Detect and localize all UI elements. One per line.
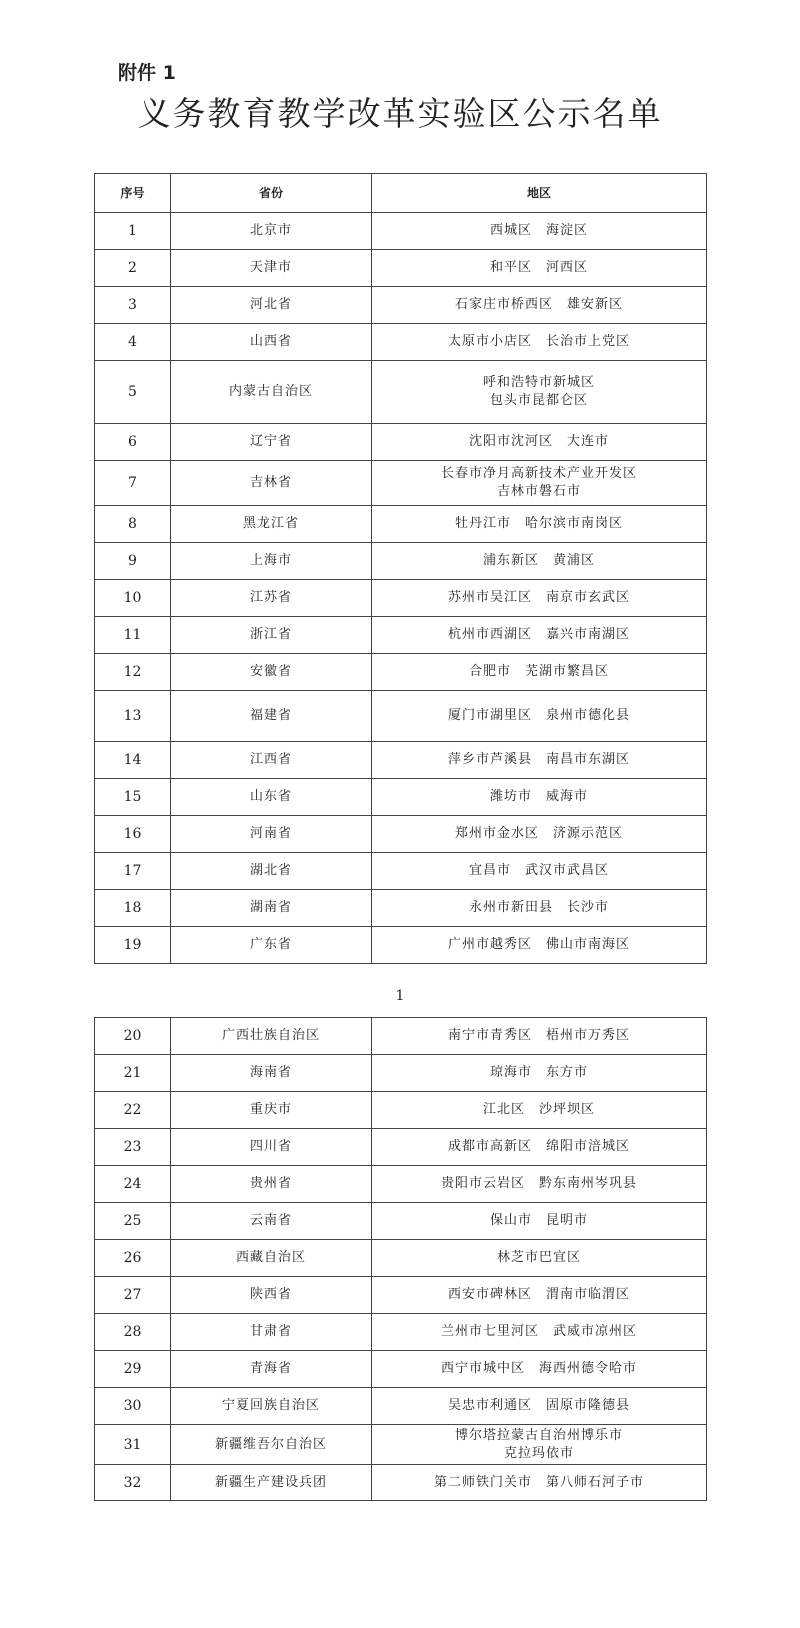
region-cell [372,424,707,461]
row-number: 3 [95,287,171,324]
region-cell [372,1425,707,1465]
region-cell [372,506,707,543]
header-region: 地区 [372,174,707,213]
table-row [95,654,707,691]
table-row [95,250,707,287]
province-cell: 浙江省 [171,617,372,654]
row-number: 2 [95,250,171,287]
table-row [95,1055,707,1092]
province-cell: 辽宁省 [171,424,372,461]
table-row [95,617,707,654]
region-line: 西城区 海淀区 [489,223,588,238]
region-cell [372,1465,707,1501]
region-line: 呼和浩特市新城区 [482,375,595,390]
region-line: 沈阳市沈河区 大连市 [468,434,609,449]
row-number: 24 [95,1166,171,1203]
table-row [95,890,707,927]
region-cell [372,213,707,250]
row-number: 4 [95,324,171,361]
region-line: 琼海市 东方市 [489,1065,588,1080]
province-cell: 宁夏回族自治区 [171,1388,372,1425]
table-header-row [95,174,707,213]
region-cell [372,1240,707,1277]
region-cell [372,1092,707,1129]
province-cell: 新疆生产建设兵团 [171,1465,372,1501]
row-number: 20 [95,1018,171,1055]
table-row [95,506,707,543]
row-number: 11 [95,617,171,654]
province-cell: 安徽省 [171,654,372,691]
table-row [95,324,707,361]
region-line: 林芝市巴宜区 [496,1250,581,1265]
row-number: 29 [95,1351,171,1388]
province-cell: 上海市 [171,543,372,580]
province-cell: 广东省 [171,927,372,964]
row-number: 8 [95,506,171,543]
province-cell: 福建省 [171,691,372,742]
region-cell [372,324,707,361]
region-line: 太原市小店区 长治市上党区 [447,334,630,349]
province-cell: 河南省 [171,816,372,853]
table-row [95,213,707,250]
table-row [95,1092,707,1129]
table-row [95,361,707,424]
row-number: 32 [95,1465,171,1501]
region-line: 吴忠市利通区 固原市隆德县 [447,1398,630,1413]
province-cell: 云南省 [171,1203,372,1240]
region-line: 苏州市吴江区 南京市玄武区 [447,590,630,605]
region-line: 江北区 沙坪坝区 [482,1102,595,1117]
region-line: 博尔塔拉蒙古自治州博乐市 [454,1427,623,1443]
row-number: 31 [95,1425,171,1465]
region-cell [372,927,707,964]
region-cell [372,1129,707,1166]
region-line: 成都市高新区 绵阳市涪城区 [447,1139,630,1154]
table-row [95,691,707,742]
region-cell [372,1018,707,1055]
region-cell [372,250,707,287]
row-number: 14 [95,742,171,779]
row-number: 25 [95,1203,171,1240]
region-line: 厦门市湖里区 泉州市德化县 [447,708,630,723]
region-line: 和平区 河西区 [489,260,588,275]
region-line: 宜昌市 武汉市武昌区 [468,863,609,878]
province-cell: 天津市 [171,250,372,287]
row-number: 1 [95,213,171,250]
table-row [95,1018,707,1055]
region-line: 西宁市城中区 海西州德令哈市 [440,1361,637,1376]
region-cell [372,1351,707,1388]
region-line: 永州市新田县 长沙市 [468,900,609,915]
region-cell [372,580,707,617]
row-number: 9 [95,543,171,580]
province-cell: 青海省 [171,1351,372,1388]
region-line: 郑州市金水区 济源示范区 [454,826,623,841]
region-cell [372,691,707,742]
province-cell: 内蒙古自治区 [171,361,372,424]
table-row [95,424,707,461]
table-row [95,779,707,816]
province-cell: 西藏自治区 [171,1240,372,1277]
experiment-zone-table-page2 [94,1017,707,1501]
row-number: 13 [95,691,171,742]
province-cell: 重庆市 [171,1092,372,1129]
attachment-label: 附件 1 [118,62,176,84]
row-number: 27 [95,1277,171,1314]
table-row [95,1314,707,1351]
region-cell [372,654,707,691]
region-line: 长春市净月高新技术产业开发区 [440,466,637,481]
region-cell [372,287,707,324]
province-cell: 江苏省 [171,580,372,617]
row-number: 19 [95,927,171,964]
table-row [95,816,707,853]
table-row [95,1203,707,1240]
table-row [95,1166,707,1203]
table-row [95,543,707,580]
table-row [95,1465,707,1501]
region-cell [372,361,707,424]
table-row [95,287,707,324]
province-cell: 甘肃省 [171,1314,372,1351]
row-number: 16 [95,816,171,853]
region-cell [372,617,707,654]
region-line: 牡丹江市 哈尔滨市南岗区 [454,516,623,531]
experiment-zone-table-page1 [94,173,707,964]
header-no: 序号 [95,174,171,213]
region-line: 杭州市西湖区 嘉兴市南湖区 [447,627,630,642]
province-cell: 广西壮族自治区 [171,1018,372,1055]
table-row [95,927,707,964]
row-number: 26 [95,1240,171,1277]
region-line: 合肥市 芜湖市繁昌区 [468,664,609,679]
region-cell [372,1203,707,1240]
province-cell: 湖南省 [171,890,372,927]
table-row [95,742,707,779]
table-row [95,1351,707,1388]
row-number: 6 [95,424,171,461]
table-row [95,853,707,890]
table-row [95,1240,707,1277]
region-cell [372,1388,707,1425]
province-cell: 山西省 [171,324,372,361]
region-line: 第二师铁门关市 第八师石河子市 [433,1474,644,1490]
province-cell: 吉林省 [171,461,372,506]
region-cell [372,1277,707,1314]
row-number: 28 [95,1314,171,1351]
province-cell: 湖北省 [171,853,372,890]
province-cell: 贵州省 [171,1166,372,1203]
row-number: 18 [95,890,171,927]
row-number: 10 [95,580,171,617]
row-number: 17 [95,853,171,890]
table-row [95,1388,707,1425]
province-cell: 山东省 [171,779,372,816]
region-line: 浦东新区 黄浦区 [482,553,595,568]
region-cell [372,461,707,506]
row-number: 21 [95,1055,171,1092]
province-cell: 陕西省 [171,1277,372,1314]
table-row [95,461,707,506]
page-number: 1 [395,988,405,1004]
province-cell: 新疆维吾尔自治区 [171,1425,372,1465]
row-number: 12 [95,654,171,691]
region-line: 贵阳市云岩区 黔东南州岑巩县 [440,1176,637,1191]
region-line: 包头市昆都仑区 [489,393,588,408]
region-cell [372,890,707,927]
row-number: 7 [95,461,171,506]
region-line: 克拉玛依市 [503,1445,574,1461]
document-title: 义务教育教学改革实验区公示名单 [137,94,663,133]
region-cell [372,1166,707,1203]
region-cell [372,543,707,580]
region-cell [372,816,707,853]
region-line: 萍乡市芦溪县 南昌市东湖区 [447,752,630,767]
row-number: 22 [95,1092,171,1129]
region-cell [372,853,707,890]
region-line: 西安市碑林区 渭南市临渭区 [447,1287,630,1302]
province-cell: 海南省 [171,1055,372,1092]
region-cell [372,742,707,779]
row-number: 5 [95,361,171,424]
row-number: 15 [95,779,171,816]
province-cell: 四川省 [171,1129,372,1166]
region-line: 潍坊市 威海市 [489,789,588,804]
province-cell: 北京市 [171,213,372,250]
region-cell [372,779,707,816]
region-line: 石家庄市桥西区 雄安新区 [454,297,623,312]
province-cell: 黑龙江省 [171,506,372,543]
table-row [95,1277,707,1314]
header-province: 省份 [171,174,372,213]
province-cell: 河北省 [171,287,372,324]
table-row [95,580,707,617]
region-line: 南宁市青秀区 梧州市万秀区 [447,1028,630,1043]
region-cell [372,1055,707,1092]
region-line: 广州市越秀区 佛山市南海区 [447,937,630,952]
region-line: 保山市 昆明市 [489,1213,588,1228]
region-cell [372,1314,707,1351]
row-number: 30 [95,1388,171,1425]
table-row [95,1129,707,1166]
region-line: 兰州市七里河区 武威市凉州区 [440,1324,637,1339]
region-line: 吉林市磐石市 [496,484,581,499]
row-number: 23 [95,1129,171,1166]
province-cell: 江西省 [171,742,372,779]
table-row [95,1425,707,1465]
